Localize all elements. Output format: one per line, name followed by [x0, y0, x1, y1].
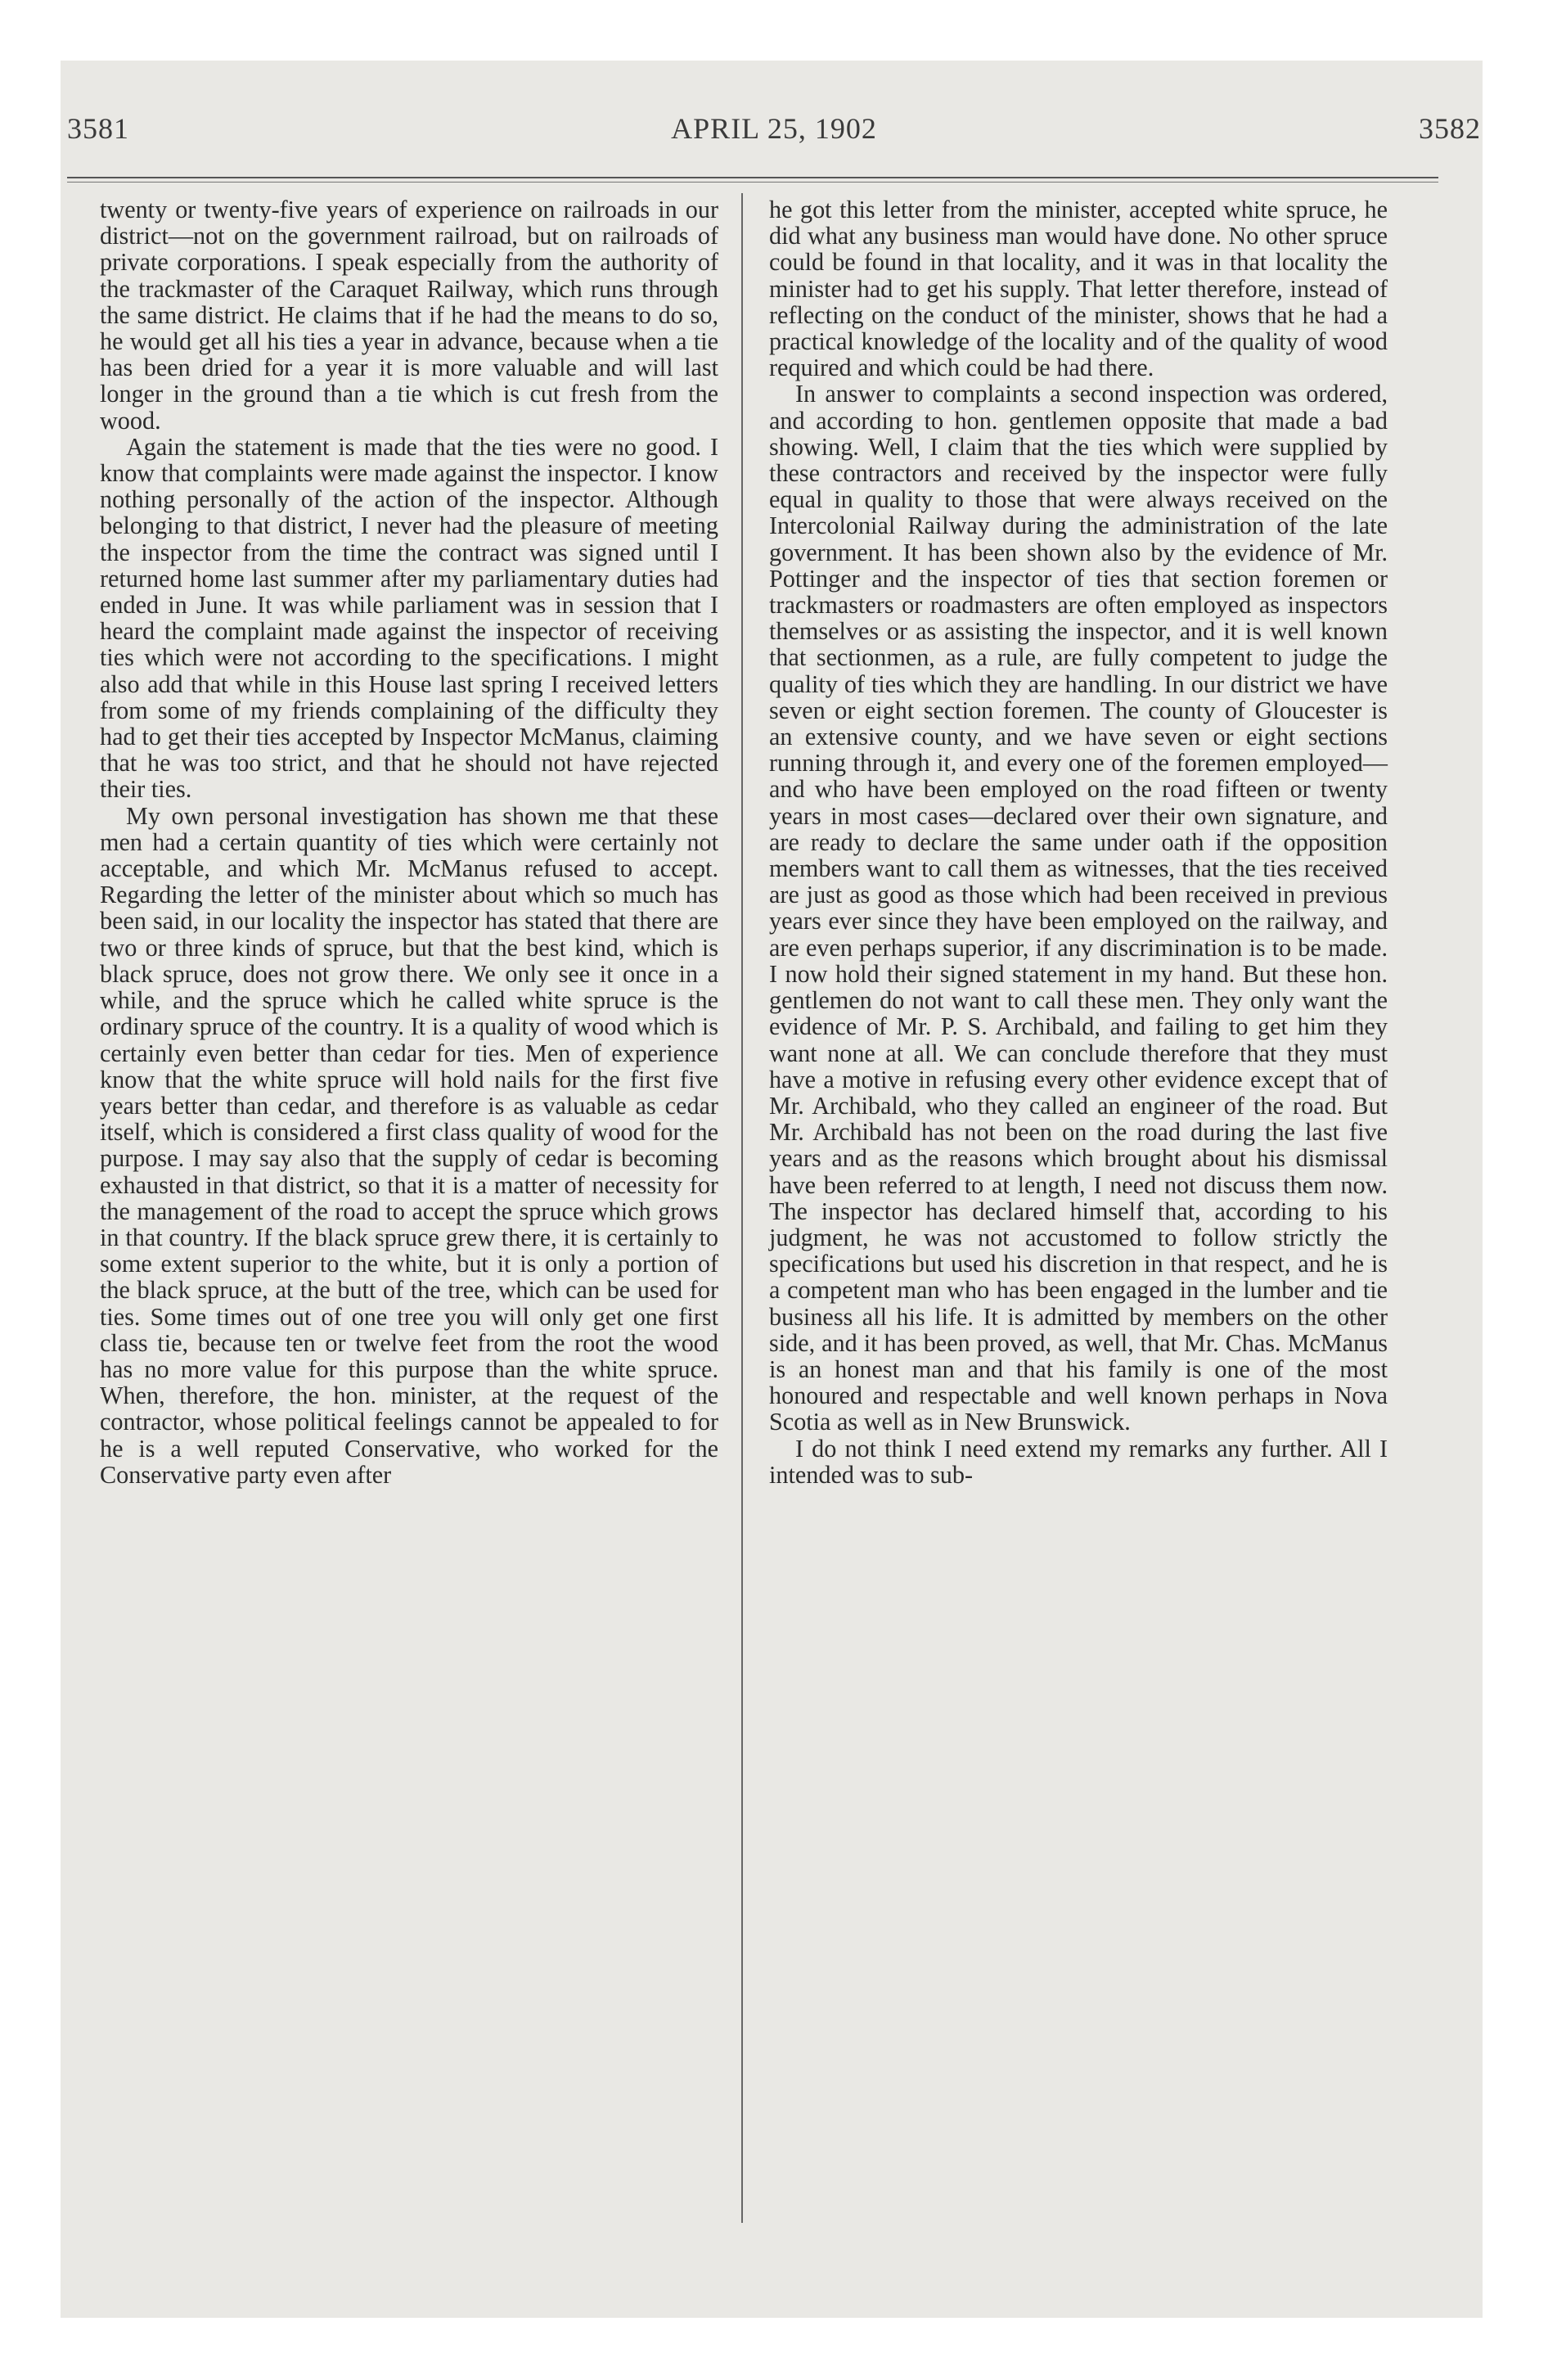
left-column	[100, 196, 718, 1488]
column-divider	[741, 193, 743, 2223]
paragraph: Again the statement is made that the ties were no good. I know that complaints were made against the inspector. I know nothing personally of the action of the inspector. Although belonging to that district, I never had the pleasure of meeting the inspector from the time the contract was signed until I returned home last summer after my parliamentary duties had ended in June. It was while parliament was in session that I heard the complaint made against the inspector of receiving ties which were not according to the specifications. I might also add that while in this House last spring I received letters from some of my friends complaining of the difficulty they had to get their ties accepted by Inspector McManus, claiming that he was too strict, and that he should not have rejected their ties.	[100, 432, 718, 804]
paragraph: My own personal investigation has shown me that these men had a certain quantity of ties which were certainly not acceptable, and which Mr. McManus refused to accept. Regarding the letter of the minister about which so much has been said, in our locality the inspector has stated that there are two or three kinds of spruce, but that the best kind, which is black spruce, does not grow there. We only see it once in a while, and the spruce which he called white spruce is the ordinary spruce of the country. It is a quality of wood which is certainly even better than cedar for ties. Men of experience know that the white spruce will hold nails for the first five years better than cedar, and therefore is as valuable as cedar itself, which is considered a first class quality of wood for the purpose. I may say also that the supply of cedar is becoming exhausted in that district, so that it is a matter of necessity for the management of the road to accept the spruce which grows in that country. If the black spruce grew there, it is certainly to some extent superior to the white, but it is only a portion of the black spruce, at the butt of the tree, which can be used for ties. Some times out of one tree you will only get one first class tie, because ten or twelve feet from the root the wood has no more value for this purpose than the white spruce. When, therefore, the hon. minister, at the request of the contractor, whose political feelings cannot be appealed to for he is a well reputed Conservative, who worked for the Conservative party even after	[100, 801, 718, 1489]
left-page-number: 3581	[67, 112, 129, 145]
page-date: APRIL 25, 1902	[671, 112, 877, 145]
paragraph: he got this letter from the minister, accepted white spruce, he did what any business man would have done. No other spruce could be found in that locality, and it was in that locality the minister had to get his supply. That letter therefore, instead of reflecting on the conduct of the minister, shows that he had a practical knowledge of the locality and of the quality of wood required and which could be had there.	[769, 196, 1388, 382]
paragraph: I do not think I need extend my remarks any further. All I intended was to sub-	[769, 1434, 1388, 1489]
header-rule	[67, 177, 1438, 183]
paragraph: In answer to complaints a second inspection was ordered, and according to hon. gentlemen opposite that made a bad showing. Well, I claim that the ties which were supplied by these contractors and received by the inspector were fully equal in quality to those that were always received on the Intercolonial Railway during the administration of the late government. It has been shown also by the evidence of Mr. Pottinger and the inspector of ties that section foremen or trackmasters or roadmasters are often employed as inspectors themselves or as assisting the inspector, and it is well known that sectionmen, as a rule, are fully competent to judge the quality of ties which they are handling. In our district we have seven or eight section foremen. The county of Gloucester is an extensive county, and we have seven or eight sections running through it, and every one of the foremen employed—and who have been employed on the road fifteen or twenty years in most cases—declared over their own signature, and are ready to declare the same under oath if the opposition members want to call them as witnesses, that the ties received are just as good as those which had been received in previous years ever since they have been employed on the railway, and are even perhaps superior, if any discrimination is to be made. I now hold their signed statement in my hand. But these hon. gentlemen do not want to call these men. They only want the evidence of Mr. P. S. Archibald, and failing to get him they want none at all. We can conclude therefore that they must have a motive in refusing every other evidence except that of Mr. Archibald, who they called an engineer of the road. But Mr. Archibald has not been on the road during the last five years and as the reasons which brought about his dismissal have been referred to at length, I need not discuss them now. The inspector has declared himself that, according to his judgment, he was not accustomed to follow strictly the specifications but used his discretion in that respect, and he is a competent man who has been engaged in the lumber and tie business all his life. It is admitted by members on the other side, and it has been proved, as well, that Mr. Chas. McManus is an honest man and that his family is one of the most honoured and respectable and well known perhaps in Nova Scotia as well as in New Brunswick.	[769, 380, 1388, 1436]
right-column	[769, 196, 1388, 1488]
page-header	[67, 111, 1481, 160]
paragraph: twenty or twenty-five years of experience on railroads in our district—not on the government railroad, but on railroads of private corporations. I speak especially from the authority of the trackmaster of the Caraquet Railway, which runs through the same district. He claims that if he had the means to do so, he would get all his ties a year in advance, because when a tie has been dried for a year it is more valuable and will last longer in the ground than a tie which is cut fresh from the wood.	[100, 196, 718, 435]
right-page-number: 3582	[1419, 112, 1481, 145]
